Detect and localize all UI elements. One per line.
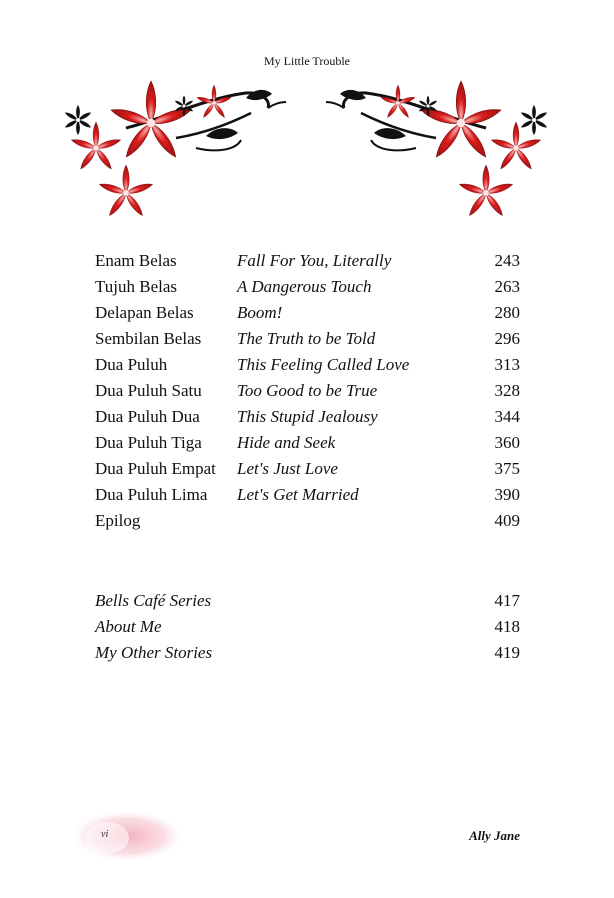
chapter-title: Hide and Seek: [237, 433, 336, 452]
chapter-title: This Feeling Called Love: [237, 355, 410, 374]
page-number: 360: [494, 433, 520, 452]
table-of-contents: [95, 251, 525, 537]
page-number: 419: [494, 643, 520, 662]
page-number: 263: [494, 277, 520, 296]
page-number: 390: [494, 485, 520, 504]
extra-label: About Me: [95, 617, 162, 636]
pink-watercolor-blob: [72, 810, 182, 862]
page-number: 280: [494, 303, 520, 322]
chapter-number: Dua Puluh Dua: [95, 407, 200, 426]
chapter-title: Let's Get Married: [237, 485, 359, 504]
chapter-title: Too Good to be True: [237, 381, 378, 400]
chapter-number: Dua Puluh Empat: [95, 459, 216, 478]
chapter-number: Enam Belas: [95, 251, 177, 270]
chapter-number: Dua Puluh: [95, 355, 168, 374]
toc-row: [95, 591, 525, 617]
chapter-title: Fall For You, Literally: [237, 251, 392, 270]
chapter-title: Boom!: [237, 303, 283, 322]
page-number: 344: [494, 407, 520, 426]
chapter-title: The Truth to be Told: [237, 329, 376, 348]
chapter-number: Dua Puluh Tiga: [95, 433, 202, 452]
chapter-number: Tujuh Belas: [95, 277, 178, 296]
page-number: 375: [494, 459, 520, 478]
toc-row: [95, 381, 525, 407]
chapter-number: Delapan Belas: [95, 303, 194, 322]
chapter-number: Dua Puluh Satu: [95, 381, 202, 400]
extra-label: Bells Café Series: [95, 591, 212, 610]
page-number: 313: [494, 355, 520, 374]
page-number: 328: [494, 381, 520, 400]
chapter-title: This Stupid Jealousy: [237, 407, 378, 426]
chapter-number: Epilog: [95, 511, 141, 530]
chapter-number: Dua Puluh Lima: [95, 485, 208, 504]
toc-row: [95, 643, 525, 669]
chapter-number: Sembilan Belas: [95, 329, 202, 348]
toc-row: [95, 511, 525, 537]
chapter-title: Let's Just Love: [237, 459, 338, 478]
page-number: 409: [494, 511, 520, 530]
chapter-title: A Dangerous Touch: [237, 277, 372, 296]
page-number: 296: [494, 329, 520, 348]
toc-row: [95, 277, 525, 303]
toc-row: [95, 251, 525, 277]
toc-row: [95, 355, 525, 381]
page-number: 417: [494, 591, 520, 610]
toc-row: [95, 433, 525, 459]
footer-author: Ally Jane: [469, 828, 520, 843]
extra-label: My Other Stories: [95, 643, 213, 662]
running-header: My Little Trouble: [263, 54, 350, 68]
toc-row: [95, 459, 525, 485]
floral-ornament: [56, 78, 556, 220]
page-number: 243: [494, 251, 520, 270]
toc-row: [95, 617, 525, 643]
toc-row: [95, 485, 525, 511]
page-number: 418: [494, 617, 520, 636]
toc-row: [95, 303, 525, 329]
extras-list: [95, 591, 525, 669]
toc-row: [95, 329, 525, 355]
toc-row: [95, 407, 525, 433]
footer-page-number: vi: [101, 829, 109, 840]
